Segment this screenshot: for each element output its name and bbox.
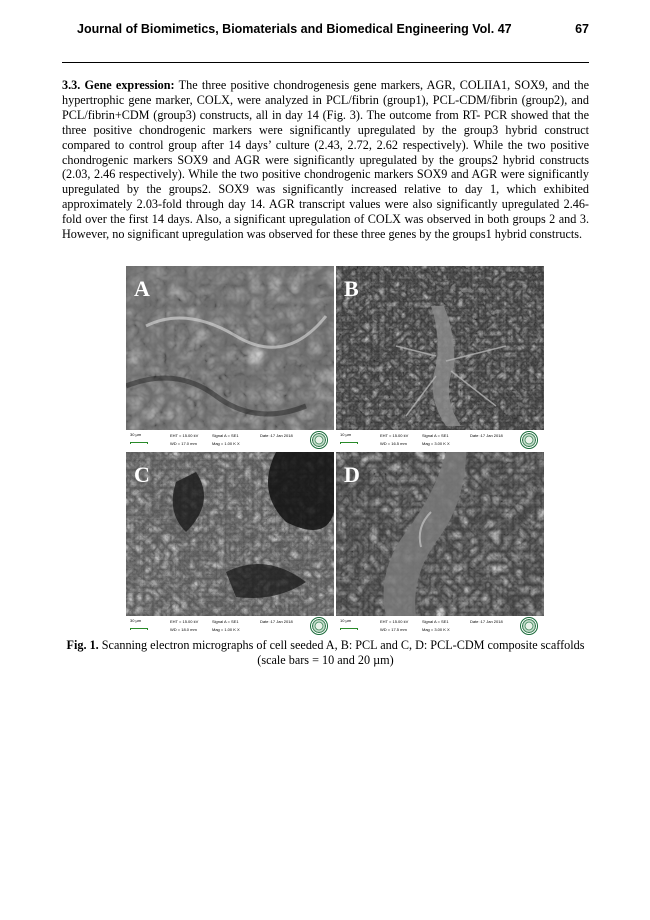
- panel-letter-a: A: [134, 276, 150, 301]
- sem-panel-b: [336, 266, 544, 450]
- sem-databar-c: [126, 616, 334, 636]
- wd-c: WD = 18.0 mm: [170, 627, 197, 632]
- university-logo: [520, 617, 538, 635]
- scale-label-a: 30 µm: [130, 432, 142, 437]
- signal-d: Signal A = SE1: [422, 619, 449, 624]
- caption-label: Fig. 1.: [66, 638, 99, 652]
- scale-label-c: 30 µm: [130, 618, 142, 623]
- wd-b: WD = 16.5 mm: [380, 441, 407, 446]
- wd-a: WD = 17.0 mm: [170, 441, 197, 446]
- sem-image-d: [336, 452, 544, 616]
- signal-b: Signal A = SE1: [422, 433, 449, 438]
- page-number: 67: [575, 22, 589, 36]
- scale-bar-d: [340, 628, 358, 630]
- sem-panel-c: [126, 452, 334, 636]
- eht-c: EHT = 15.00 kV: [170, 619, 199, 624]
- university-logo: [310, 431, 328, 449]
- figure-caption: [62, 638, 589, 668]
- scale-bar-a: [130, 442, 148, 444]
- mag-a: Mag = 1.00 K X: [212, 441, 240, 446]
- scale-bar-c: [130, 628, 148, 630]
- sem-image-a: [126, 266, 334, 430]
- scale-label-d: 10 µm: [340, 618, 352, 623]
- sem-image-c: [126, 452, 334, 616]
- mag-b: Mag = 3.00 K X: [422, 441, 450, 446]
- signal-c: Signal A = SE1: [212, 619, 239, 624]
- panel-letter-b: B: [344, 276, 359, 301]
- journal-title: Journal of Biomimetics, Biomaterials and Biomedical Engineering Vol. 47: [77, 22, 512, 36]
- mag-d: Mag = 3.00 K X: [422, 627, 450, 632]
- scale-bar-b: [340, 442, 358, 444]
- panel-letter-d: D: [344, 462, 360, 487]
- sem-databar-d: [336, 616, 544, 636]
- eht-b: EHT = 15.00 kV: [380, 433, 409, 438]
- eht-d: EHT = 15.00 kV: [380, 619, 409, 624]
- sem-panel-a: [126, 266, 334, 450]
- header-rule: [62, 62, 589, 63]
- sem-image-b: [336, 266, 544, 430]
- section-heading: 3.3. Gene expression:: [62, 78, 175, 92]
- wd-d: WD = 17.5 mm: [380, 627, 407, 632]
- date-c: Date :17 Jan 2018: [260, 619, 293, 624]
- date-d: Date :17 Jan 2018: [470, 619, 503, 624]
- sem-figure: [126, 266, 544, 636]
- section-text: The three positive chondrogenesis gene markers, AGR, COLIIA1, SOX9, and the hypertrophic gene marker, COLX, were analyzed in PCL/fibrin (group1), PCL-CDM/fibrin (group2), and PCL/fibrin+CDM (group3) constructs, all in day 14 (Fig. 3). The outcome from RT- PCR showed that the three positive chondrogenic markers were significantly upregulated by the group3 hybrid construct compared to control group after 14 days’ culture (2.43, 2.72, 2.62 respectively). While the two positive chondrogenic markers SOX9 and AGR were significantly upregulated by the groups2 hybrid constructs (2.03, 2.46 respectively). While the two positive chondrogenic markers SOX9 and AGR were significantly upregulated by the groups2. SOX9 was significantly increased relative to day 1, which exhibited approximately 2.03-fold through day 14. AGR transcript values were also significantly upregulated 2.46-fold over the first 14 days. Also, a significant upregulation of COLX was observed in both groups 2 and 3. However, no significant upregulation was observed for these three genes by the groups1 hybrid constructs.: [62, 78, 589, 242]
- scale-label-b: 10 µm: [340, 432, 352, 437]
- signal-a: Signal A = SE1: [212, 433, 239, 438]
- university-logo: [520, 431, 538, 449]
- sem-panel-d: [336, 452, 544, 636]
- sem-databar-b: [336, 430, 544, 450]
- running-header: [77, 22, 589, 36]
- mag-c: Mag = 1.00 K X: [212, 627, 240, 632]
- caption-text: Scanning electron micrographs of cell seeded A, B: PCL and C, D: PCL-CDM composite scaffolds (scale bars = 10 and 20 µm): [101, 638, 585, 667]
- date-b: Date :17 Jan 2018: [470, 433, 503, 438]
- university-logo: [310, 617, 328, 635]
- gene-expression-paragraph: [62, 78, 589, 242]
- eht-a: EHT = 15.00 kV: [170, 433, 199, 438]
- sem-databar-a: [126, 430, 334, 450]
- panel-letter-c: C: [134, 462, 150, 487]
- date-a: Date :17 Jan 2018: [260, 433, 293, 438]
